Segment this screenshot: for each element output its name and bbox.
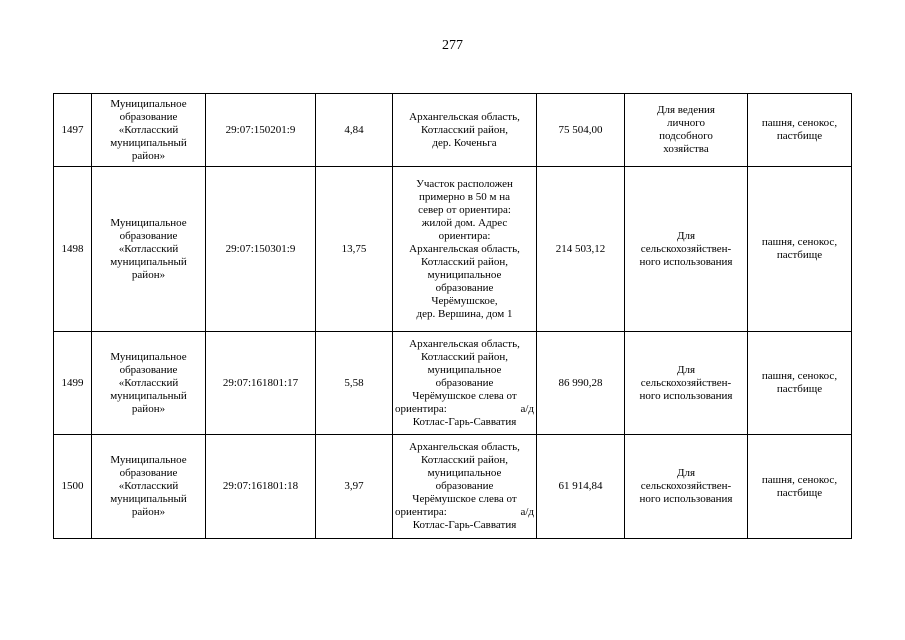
address-cell-line: Архангельская область, xyxy=(409,441,520,453)
land-use-type-line: пашня, сенокос, xyxy=(761,117,838,129)
permitted-use-line: подсобного xyxy=(659,130,713,142)
owner-cell-line: район» xyxy=(131,149,166,162)
address-cell-line: Черёмушское слева от xyxy=(412,389,517,402)
address-cell-line: муниципальное xyxy=(427,467,502,479)
address-cell-line: ориентира: а/д xyxy=(395,402,534,415)
permitted-use-line: личного xyxy=(666,117,706,129)
owner-cell xyxy=(92,94,206,167)
cadastral-cost: 61 914,84 xyxy=(537,435,625,539)
permitted-use xyxy=(625,435,748,539)
address-cell-line: Котласский район, xyxy=(420,255,509,268)
land-use-type xyxy=(748,94,852,167)
row-number: 1500 xyxy=(54,435,92,539)
address-cell-line: Котласский район, xyxy=(420,123,509,136)
area-cell: 5,58 xyxy=(316,332,393,435)
permitted-use-line: хозяйства xyxy=(663,143,709,155)
land-use-type xyxy=(748,435,852,539)
address-cell-line: север от ориентира: xyxy=(418,203,511,216)
address-cell-line: образование xyxy=(435,281,494,294)
address-cell-line: муниципальное xyxy=(427,363,502,376)
owner-cell-line: «Котласский xyxy=(118,242,179,255)
owner-cell xyxy=(92,167,206,332)
address-cell-line: Участок расположен xyxy=(416,177,513,190)
address-cell-line: Архангельская область, xyxy=(409,110,520,123)
permitted-use-line: Для xyxy=(676,229,696,242)
owner-cell-line: муниципальный xyxy=(110,493,187,505)
land-plot-table xyxy=(53,93,852,539)
address-cell-line: Котлас-Гарь-Савватия xyxy=(412,415,517,428)
land-use-type xyxy=(748,167,852,332)
address-cell-line: Архангельская область, xyxy=(409,242,520,255)
permitted-use-line: ного использования xyxy=(639,255,733,268)
address-cell-line: Котлас-Гарь-Савватия xyxy=(412,519,517,531)
owner-cell-line: «Котласский xyxy=(118,123,179,136)
owner-cell-line: образование xyxy=(119,467,178,479)
owner-cell-line: образование xyxy=(119,229,178,242)
cadastral-number: 29:07:161801:17 xyxy=(206,332,316,435)
cadastral-cost: 214 503,12 xyxy=(537,167,625,332)
owner-cell-line: «Котласский xyxy=(118,480,179,492)
owner-cell-line: образование xyxy=(119,110,178,123)
land-use-type-line: пастбище xyxy=(776,249,823,261)
address-cell-line: дер. Вершина, дом 1 xyxy=(416,307,513,320)
cadastral-cost: 86 990,28 xyxy=(537,332,625,435)
owner-cell-line: «Котласский xyxy=(118,376,179,389)
cadastral-number: 29:07:161801:18 xyxy=(206,435,316,539)
row-number: 1498 xyxy=(54,167,92,332)
owner-cell-line: район» xyxy=(131,402,166,415)
area-cell: 3,97 xyxy=(316,435,393,539)
permitted-use-line: ного использования xyxy=(639,493,733,505)
owner-cell xyxy=(92,435,206,539)
cadastral-cost: 75 504,00 xyxy=(537,94,625,167)
owner-cell-line: Муниципальное xyxy=(110,97,187,110)
address-cell-line: жилой дом. Адрес xyxy=(421,216,508,229)
address-cell-line: Черёмушское слева от xyxy=(412,493,517,505)
address-cell-line: дер. Коченьга xyxy=(432,136,497,149)
page-number: 277 xyxy=(442,38,463,53)
area-cell: 13,75 xyxy=(316,167,393,332)
permitted-use xyxy=(625,332,748,435)
table-row xyxy=(54,332,852,435)
address-cell xyxy=(393,332,537,435)
address-cell-line: примерно в 50 м на xyxy=(419,190,510,203)
owner-cell-line: район» xyxy=(131,268,166,281)
address-cell-line: Котласский район, xyxy=(420,454,509,466)
permitted-use-line: ного использования xyxy=(639,389,733,402)
address-cell-line: ориентира: а/д xyxy=(395,506,534,518)
address-cell-line: образование xyxy=(435,376,494,389)
address-cell-line: Черёмушское, xyxy=(431,294,498,307)
land-use-type-line: пашня, сенокос, xyxy=(761,473,838,486)
owner-cell-line: муниципальный xyxy=(110,389,187,402)
address-cell xyxy=(393,435,537,539)
address-cell xyxy=(393,94,537,167)
table-row xyxy=(54,435,852,539)
permitted-use-line: Для ведения xyxy=(657,104,715,116)
table-row xyxy=(54,167,852,332)
cadastral-number: 29:07:150301:9 xyxy=(206,167,316,332)
address-cell-line: Архангельская область, xyxy=(409,337,520,350)
address-cell-line: Котласский район, xyxy=(420,350,509,363)
cadastral-number: 29:07:150201:9 xyxy=(206,94,316,167)
owner-cell-line: муниципальный xyxy=(110,136,187,149)
row-number: 1497 xyxy=(54,94,92,167)
owner-cell-line: Муниципальное xyxy=(110,454,187,466)
row-number: 1499 xyxy=(54,332,92,435)
permitted-use-line: сельскохозяйствен- xyxy=(640,242,732,255)
owner-cell-line: образование xyxy=(119,363,178,376)
table-row xyxy=(54,94,852,167)
permitted-use xyxy=(625,94,748,167)
address-cell-line: ориентира: xyxy=(438,229,491,242)
land-use-type-line: пастбище xyxy=(776,486,823,499)
address-cell-line: образование xyxy=(435,480,494,492)
permitted-use-line: сельскохозяйствен- xyxy=(640,376,732,389)
permitted-use-line: Для xyxy=(676,363,696,376)
address-cell xyxy=(393,167,537,332)
address-cell-line: муниципальное xyxy=(427,268,502,281)
permitted-use xyxy=(625,167,748,332)
owner-cell xyxy=(92,332,206,435)
land-use-type-line: пашня, сенокос, xyxy=(761,370,838,382)
permitted-use-line: сельскохозяйствен- xyxy=(640,480,732,492)
land-use-type xyxy=(748,332,852,435)
owner-cell-line: район» xyxy=(131,506,166,518)
land-use-type-line: пастбище xyxy=(776,130,823,142)
area-cell: 4,84 xyxy=(316,94,393,167)
owner-cell-line: Муниципальное xyxy=(110,350,187,363)
owner-cell-line: муниципальный xyxy=(110,255,187,268)
owner-cell-line: Муниципальное xyxy=(110,216,187,229)
land-use-type-line: пашня, сенокос, xyxy=(761,236,838,248)
permitted-use-line: Для xyxy=(676,467,696,479)
land-use-type-line: пастбище xyxy=(776,383,823,395)
